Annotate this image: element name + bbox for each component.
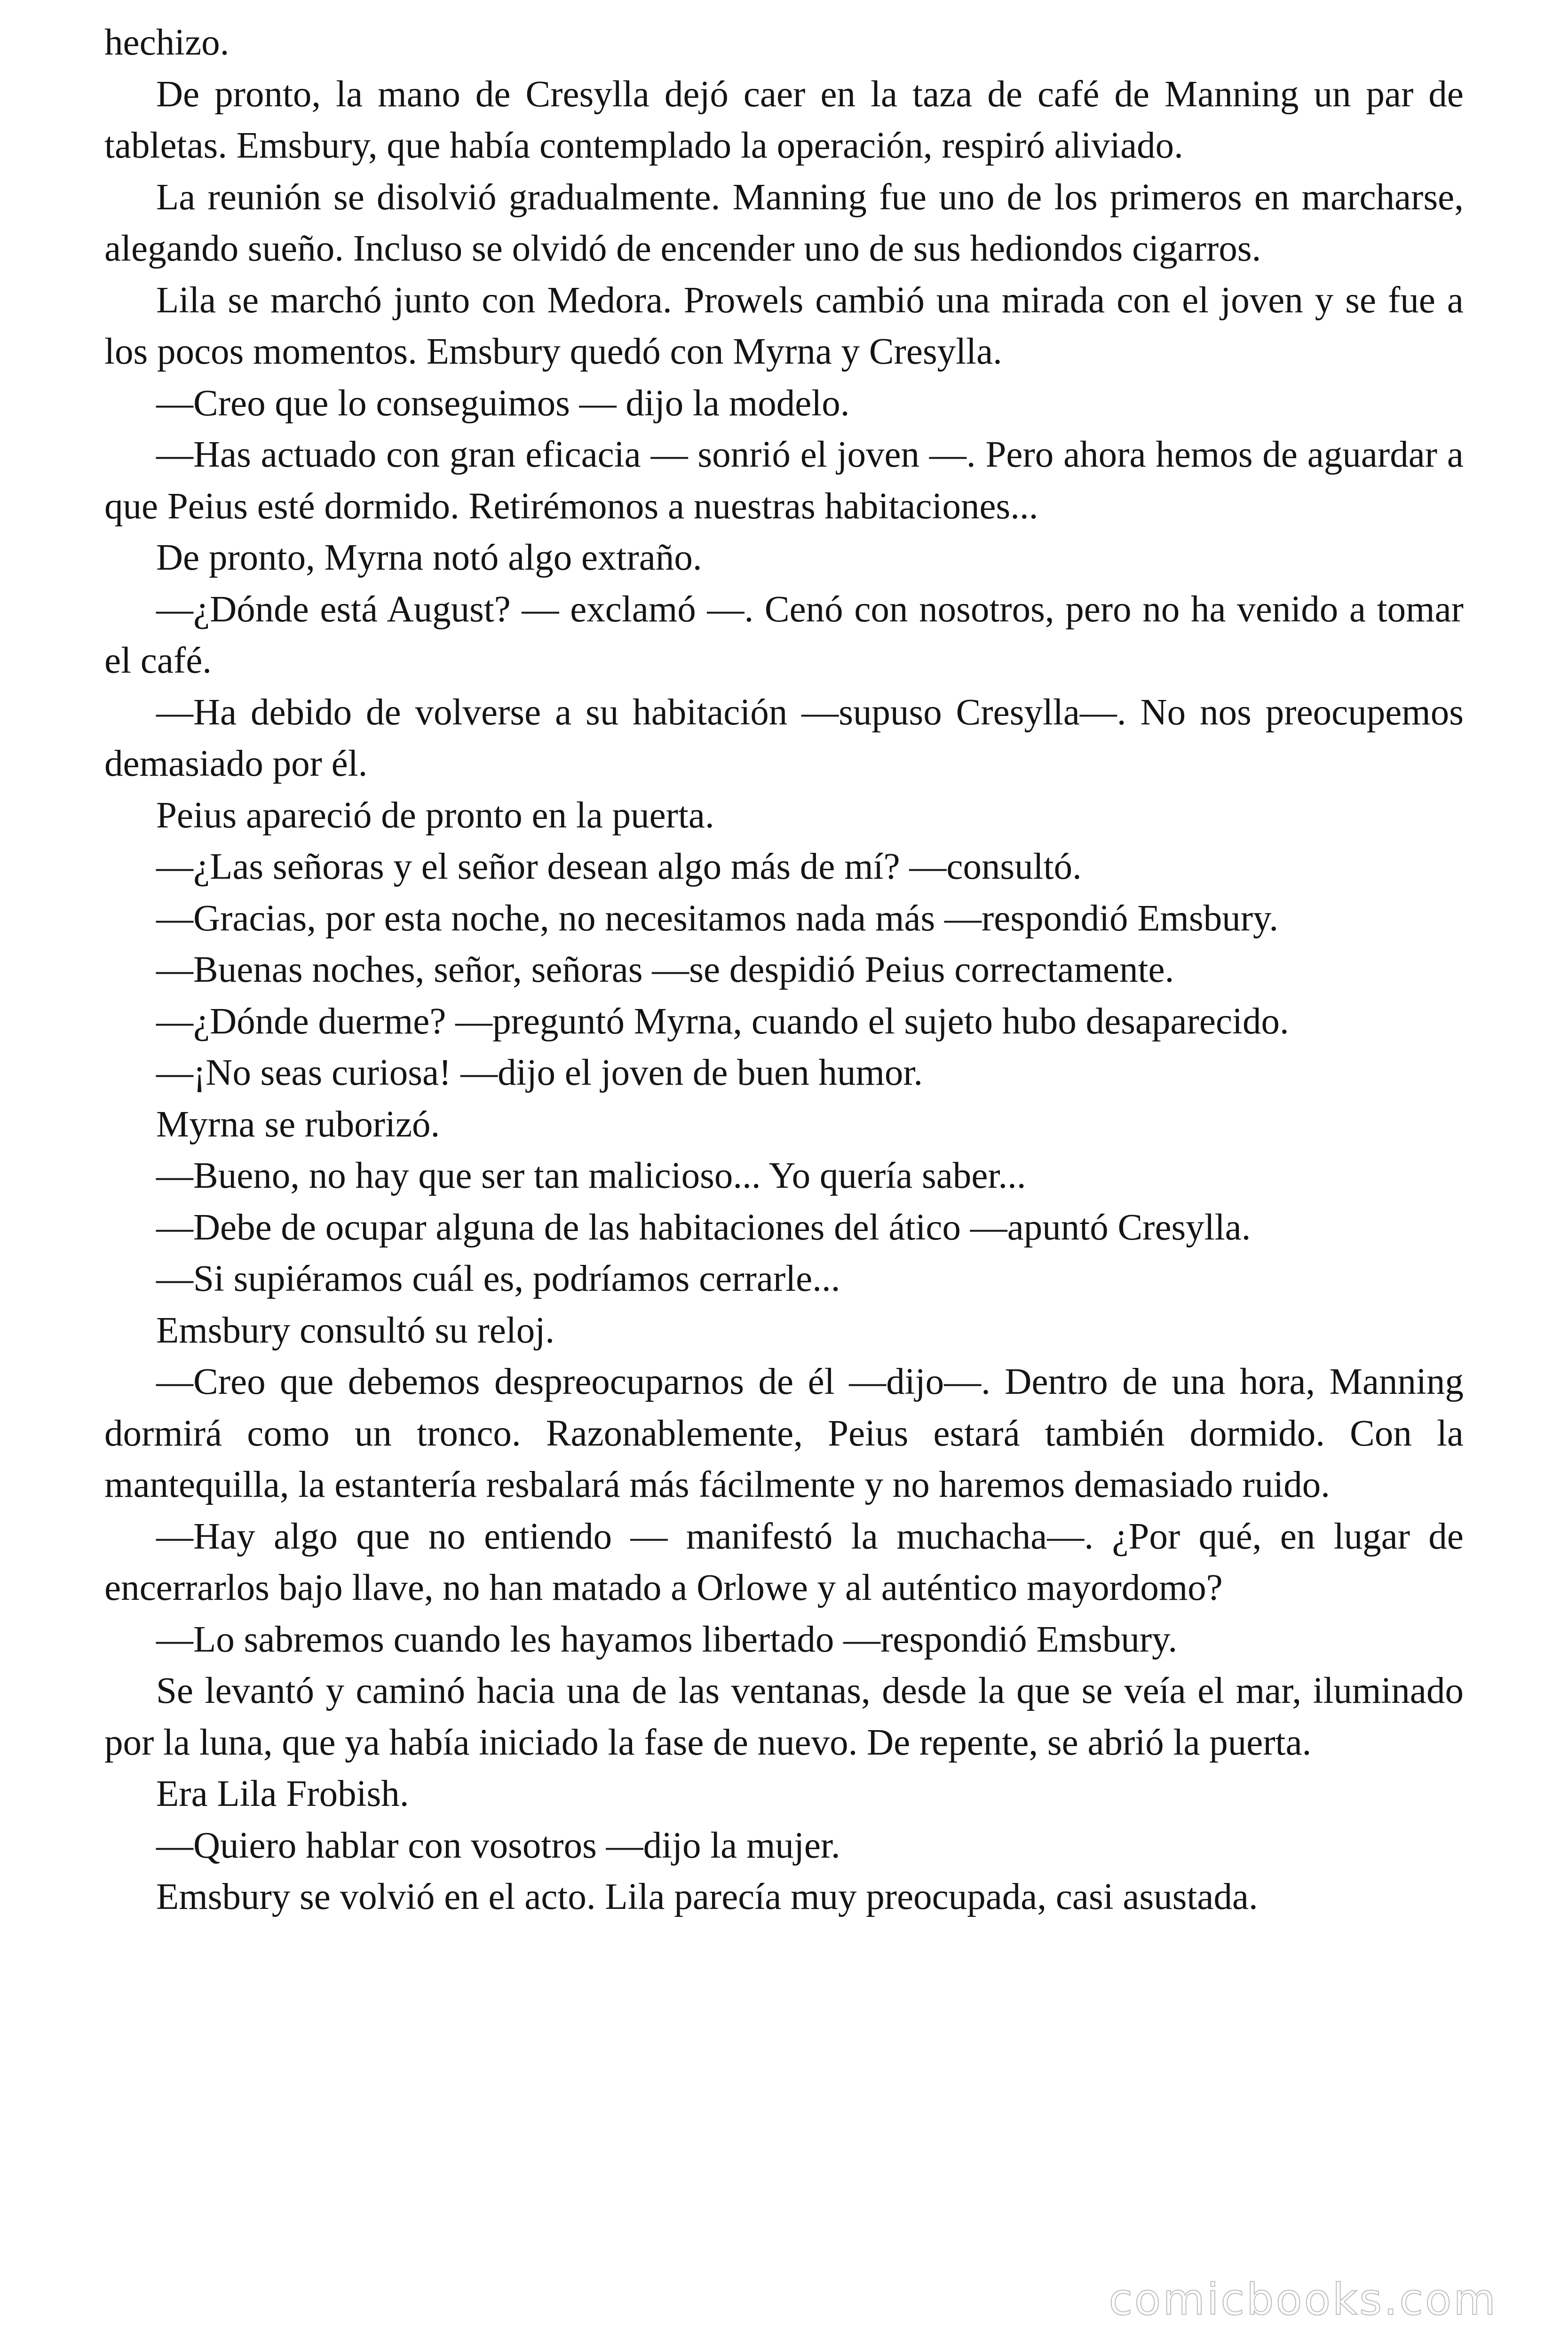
paragraph: —Lo sabremos cuando les hayamos libertado —respondió Emsbury. [156, 1619, 1178, 1660]
paragraph: —Ha debido de volverse a su habitación —supuso Cresylla—. No nos preocupemos demasiado por él. [104, 691, 1464, 784]
paragraph: Se levantó y caminó hacia una de las ventanas, desde la que se veía el mar, iluminado por la luna, que ya había iniciado la fase de nuevo. De repente, se abrió la puerta. [104, 1670, 1464, 1763]
paragraph: —Hay algo que no entiendo — manifestó la muchacha—. ¿Por qué, en lugar de encerrarlos bajo llave, no han matado a Orlowe y al auténtico mayordomo? [104, 1516, 1464, 1608]
paragraph: hechizo. [104, 22, 230, 63]
paragraph: —¿Las señoras y el señor desean algo más de mí? —consultó. [156, 846, 1082, 887]
watermark: comicbooks.com [1109, 2274, 1497, 2325]
paragraph: —Creo que lo conseguimos — dijo la modelo. [156, 382, 850, 424]
paragraph: —¿Dónde duerme? —preguntó Myrna, cuando el sujeto hubo desaparecido. [156, 1001, 1289, 1042]
paragraph: Era Lila Frobish. [156, 1773, 409, 1814]
paragraph: Peius apareció de pronto en la puerta. [156, 795, 714, 836]
paragraph: Lila se marchó junto con Medora. Prowels cambió una mirada con el joven y se fue a los pocos momentos. Emsbury quedó con Myrna y Cresylla. [104, 279, 1464, 372]
paragraph: Emsbury consultó su reloj. [156, 1310, 554, 1351]
paragraph: —¿Dónde está August? — exclamó —. Cenó con nosotros, pero no ha venido a tomar el café. [104, 588, 1464, 681]
paragraph: —Creo que debemos despreocuparnos de él —dijo—. Dentro de una hora, Manning dormirá como un tronco. Razonablemente, Peius estará también dormido. Con la mantequilla, la estantería resbalará más fácilmente y no haremos demasiado ruido. [104, 1361, 1464, 1505]
paragraph: La reunión se disolvió gradualmente. Manning fue uno de los primeros en marcharse, alegando sueño. Incluso se olvidó de encender uno de sus hediondos cigarros. [104, 176, 1464, 269]
paragraph: —Has actuado con gran eficacia — sonrió el joven —. Pero ahora hemos de aguardar a que Peius esté dormido. Retirémonos a nuestras habitaciones... [104, 434, 1464, 527]
paragraph: De pronto, la mano de Cresylla dejó caer en la taza de café de Manning un par de tabletas. Emsbury, que había contemplado la operación, respiró aliviado. [104, 73, 1464, 166]
page-text [104, 17, 1464, 1923]
paragraph: De pronto, Myrna notó algo extraño. [156, 537, 702, 578]
paragraph: —¡No seas curiosa! —dijo el joven de buen humor. [156, 1052, 923, 1093]
paragraph: —Quiero hablar con vosotros —dijo la mujer. [156, 1825, 840, 1866]
paragraph: Emsbury se volvió en el acto. Lila parecía muy preocupada, casi asustada. [156, 1876, 1258, 1917]
paragraph: —Si supiéramos cuál es, podríamos cerrarle... [156, 1258, 840, 1299]
paragraph: —Gracias, por esta noche, no necesitamos nada más —respondió Emsbury. [156, 898, 1279, 939]
paragraph: —Buenas noches, señor, señoras —se despidió Peius correctamente. [156, 949, 1174, 990]
paragraph: —Bueno, no hay que ser tan malicioso... Yo quería saber... [156, 1155, 1026, 1196]
paragraph: —Debe de ocupar alguna de las habitaciones del ático —apuntó Cresylla. [156, 1207, 1251, 1248]
paragraph: Myrna se ruborizó. [156, 1104, 440, 1145]
